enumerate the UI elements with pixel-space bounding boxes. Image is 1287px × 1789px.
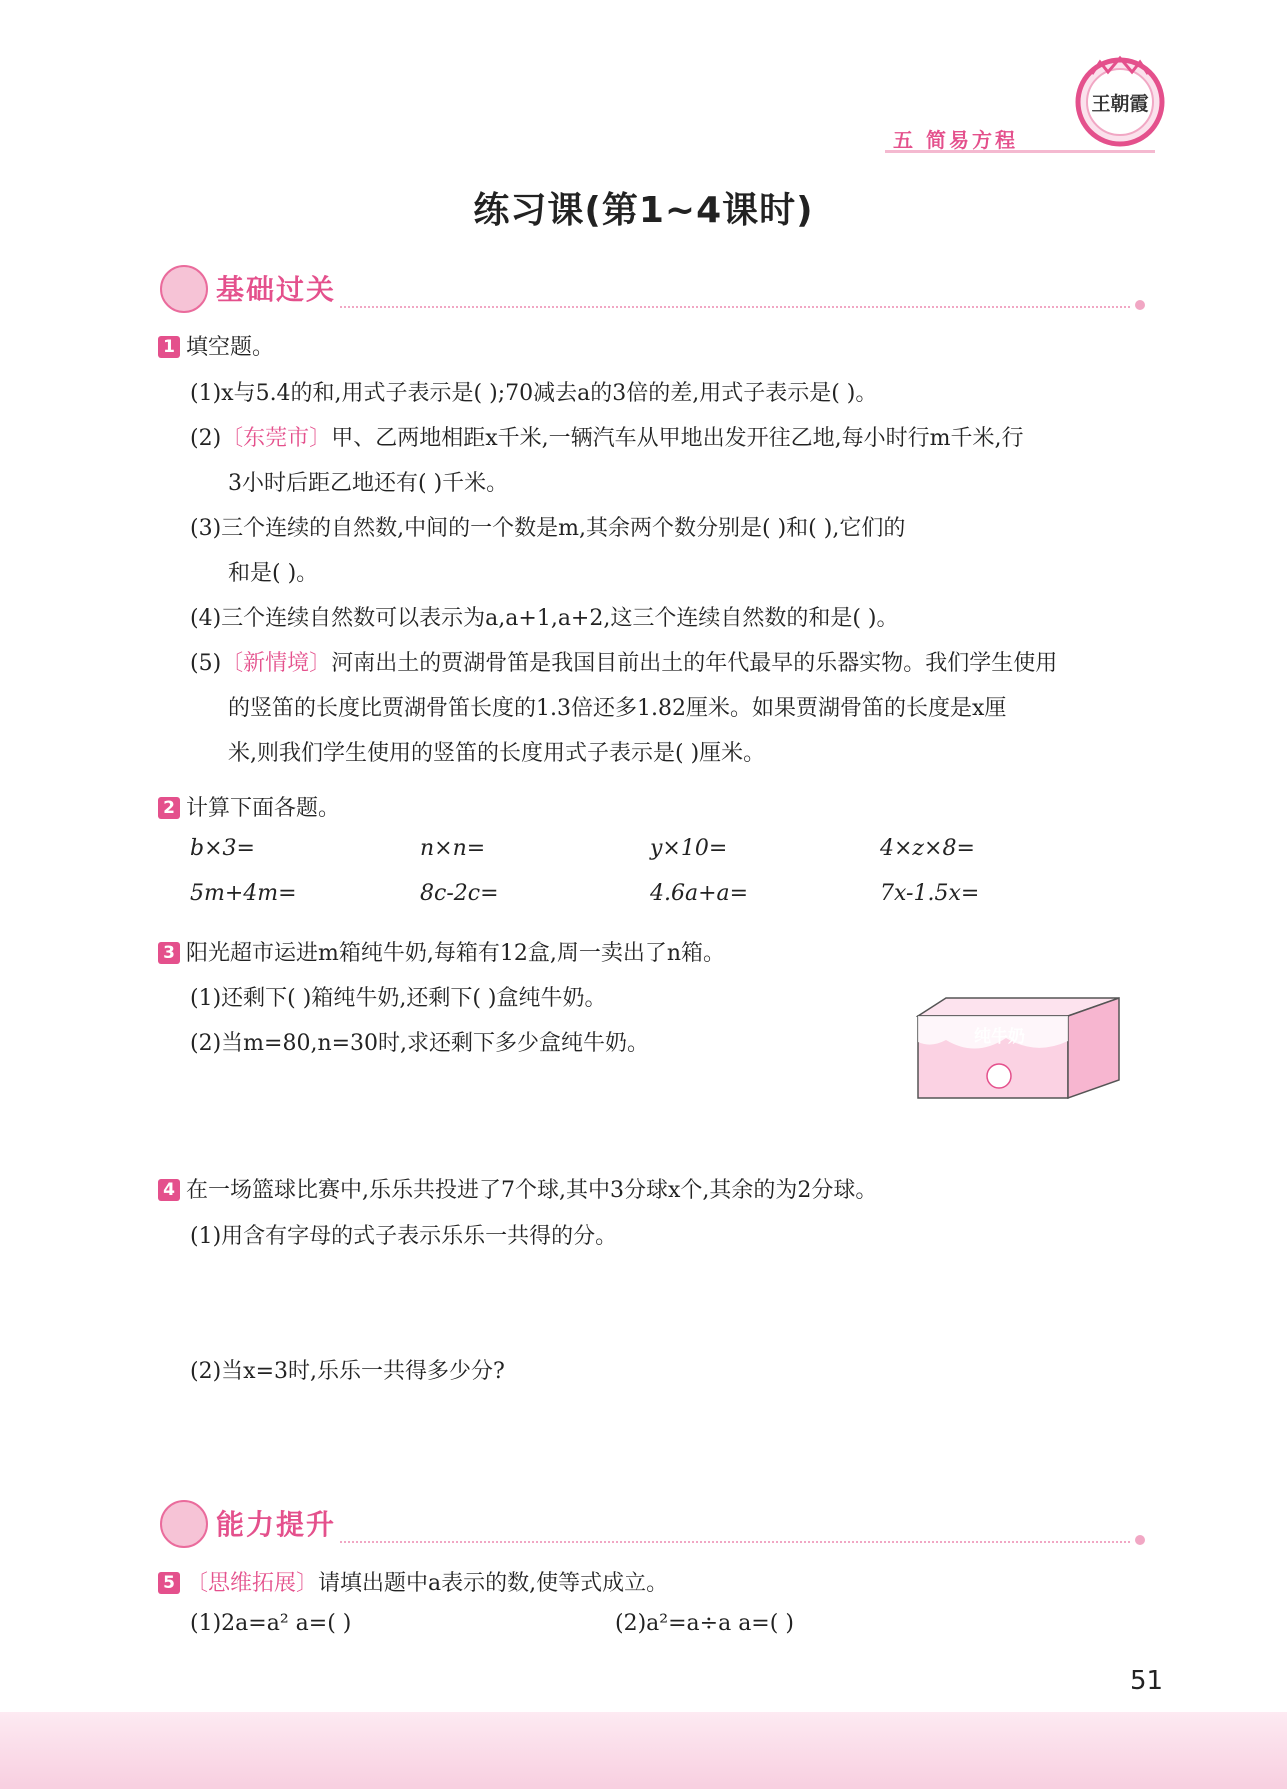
q5-part1: (1)2a=a² a=( ): [190, 1611, 352, 1636]
q4-part2: (2)当x=3时,乐乐一共得多少分?: [190, 1359, 505, 1384]
q5-tag: 〔思维拓展〕: [186, 1571, 319, 1596]
q1-part5-line3: 米,则我们学生使用的竖笛的长度用式子表示是( )厘米。: [228, 741, 766, 766]
q4-heading: [158, 1173, 877, 1204]
footer-band: [0, 1712, 1287, 1789]
chapter-label: 五 简易方程: [893, 128, 1018, 152]
q2-heading: [158, 791, 340, 822]
q3-part1: (1)还剩下( )箱纯牛奶,还剩下( )盒纯牛奶。: [190, 986, 607, 1011]
brand-badge-logo: [1072, 52, 1168, 148]
q1-part2-line1: [190, 421, 1023, 452]
q5-number: 5: [158, 1572, 180, 1594]
page-title: 练习课(第1~4课时): [473, 190, 814, 231]
q3-heading: [158, 936, 725, 967]
girl-avatar-icon: [160, 265, 208, 313]
q2-calc-8: 7x-1.5x=: [880, 881, 980, 906]
q1-part5-line2: 的竖笛的长度比贾湖骨笛长度的1.3倍还多1.82厘米。如果贾湖骨笛的长度是x厘: [228, 696, 1007, 721]
q4-part1: (1)用含有字母的式子表示乐乐一共得的分。: [190, 1224, 618, 1249]
section-divider: [340, 1541, 1130, 1543]
q1-part5-text: 河南出土的贾湖骨笛是我国目前出土的年代最早的乐器实物。我们学生使用: [331, 651, 1058, 676]
q1-part2-line2: 3小时后距乙地还有( )千米。: [228, 471, 509, 496]
q1-part1: (1)x与5.4的和,用式子表示是( );70减去a的3倍的差,用式子表示是( )。: [190, 381, 878, 406]
q2-calc-3: y×10=: [650, 836, 728, 861]
section-basic-label: 基础过关: [216, 273, 337, 306]
section-divider: [340, 306, 1130, 308]
page-number: 51: [1130, 1666, 1164, 1696]
q2-calc-1: b×3=: [190, 836, 255, 861]
q3-part2: (2)当m=80,n=30时,求还剩下多少盒纯牛奶。: [190, 1031, 650, 1056]
q1-part2-tag: 〔东莞市〕: [221, 426, 332, 451]
q4-number: 4: [158, 1179, 180, 1201]
q3-text: 阳光超市运进m箱纯牛奶,每箱有12盒,周一卖出了n箱。: [186, 941, 726, 966]
q1-heading: [158, 330, 274, 361]
q2-calc-6: 8c-2c=: [420, 881, 499, 906]
q3-number: 3: [158, 942, 180, 964]
q1-part2-prefix: (2): [190, 426, 222, 451]
milk-box-illustration: [916, 996, 1121, 1100]
q1-part4: (4)三个连续自然数可以表示为a,a+1,a+2,这三个连续自然数的和是( )。: [190, 606, 899, 631]
q1-part2-text: 甲、乙两地相距x千米,一辆汽车从甲地出发开往乙地,每小时行m千米,行: [331, 426, 1024, 451]
q1-part3-line1: (3)三个连续的自然数,中间的一个数是m,其余两个数分别是( )和( ),它们的: [190, 516, 906, 541]
badge-icon: [1072, 52, 1168, 148]
q2-text: 计算下面各题。: [186, 796, 341, 821]
q2-calc-2: n×n=: [420, 836, 486, 861]
q1-number: 1: [158, 336, 180, 358]
section-divider-dot: [1135, 1535, 1145, 1545]
section-advanced-label: 能力提升: [216, 1508, 337, 1541]
q2-calc-4: 4×z×8=: [880, 836, 975, 861]
girl-avatar-icon: [160, 1500, 208, 1548]
q2-calc-7: 4.6a+a=: [650, 881, 749, 906]
svg-text:王朝霞: 王朝霞: [1091, 93, 1149, 115]
milk-box-label: 纯牛奶: [974, 1027, 1025, 1047]
q1-text: 填空题。: [186, 335, 275, 360]
q4-text: 在一场篮球比赛中,乐乐共投进了7个球,其中3分球x个,其余的为2分球。: [186, 1178, 878, 1203]
section-divider-dot: [1135, 300, 1145, 310]
q2-number: 2: [158, 797, 180, 819]
q5-part2: (2)a²=a÷a a=( ): [615, 1611, 794, 1636]
q1-part5-prefix: (5): [190, 651, 222, 676]
q5-text: 请填出题中a表示的数,使等式成立。: [318, 1571, 669, 1596]
q1-part5-line1: [190, 646, 1057, 677]
q1-part5-tag: 〔新情境〕: [221, 651, 332, 676]
q5-heading: [158, 1566, 668, 1597]
q1-part3-line2: 和是( )。: [228, 561, 319, 586]
q2-calc-5: 5m+4m=: [190, 881, 297, 906]
